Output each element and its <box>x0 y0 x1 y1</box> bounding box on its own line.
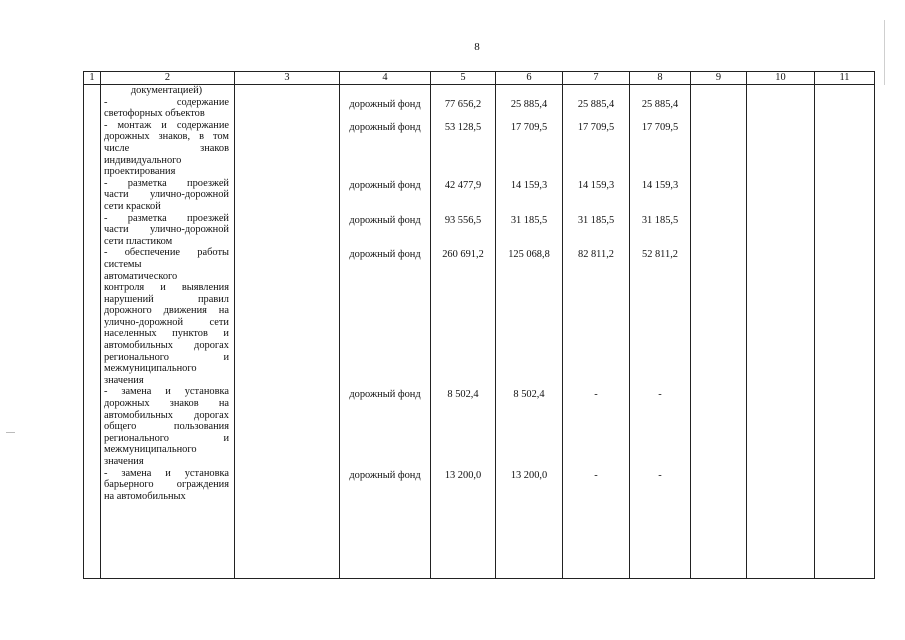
description-line: автомобильных дорогах <box>104 340 229 352</box>
col-header-5: 5 <box>431 72 496 85</box>
description-line: нарушений правил <box>104 293 229 305</box>
description-line: улично-дорожной сети <box>104 316 229 328</box>
source-text: дорожный фонд <box>349 214 421 226</box>
description-line: - содержание <box>104 96 229 108</box>
source-text: дорожный фонд <box>349 388 421 400</box>
value-col6: 25 885,4 <box>510 98 548 110</box>
value-col7: - <box>594 388 598 400</box>
description-item <box>104 120 229 178</box>
description-line: числе знаков <box>104 142 229 154</box>
col-header-10: 10 <box>747 72 815 85</box>
value-col8: 17 709,5 <box>641 121 679 133</box>
col7-cell <box>563 85 630 579</box>
description-cell <box>101 85 235 579</box>
description-item <box>104 247 229 386</box>
source-text: дорожный фонд <box>349 469 421 481</box>
col6-cell <box>496 85 563 579</box>
col-header-8: 8 <box>630 72 691 85</box>
description-line: - разметка проезжей <box>104 177 229 189</box>
description-item <box>104 213 229 248</box>
description-item <box>104 178 229 213</box>
description-line: значения <box>104 456 144 467</box>
value-col7: 31 185,5 <box>577 214 615 226</box>
table-row <box>84 85 875 579</box>
value-col5: 13 200,0 <box>444 469 482 481</box>
value-col5: 42 477,9 <box>444 179 482 191</box>
description-column <box>101 85 234 502</box>
cell-col3 <box>235 85 340 579</box>
description-line: дорожных знаков на <box>104 398 229 410</box>
value-col6: 17 709,5 <box>510 121 548 133</box>
col5-cell <box>431 85 496 579</box>
description-line: части улично-дорожной <box>104 224 229 236</box>
value-col8: - <box>658 469 662 481</box>
col-header-4: 4 <box>340 72 431 85</box>
value-col7: 82 811,2 <box>578 249 614 261</box>
value-col5: 77 656,2 <box>444 98 482 110</box>
description-item <box>104 386 229 467</box>
value-col6: 14 159,3 <box>510 179 548 191</box>
source-text: дорожный фонд <box>349 179 421 191</box>
value-col8: 52 811,2 <box>642 249 678 261</box>
description-line: системы <box>104 258 142 270</box>
value-col7: - <box>594 469 598 481</box>
description-line: дорожного движения на <box>104 305 229 317</box>
cell-col10 <box>747 85 815 579</box>
cell-col11 <box>815 85 875 579</box>
column-number-row <box>84 72 875 85</box>
description-line: индивидуального <box>104 154 182 166</box>
value-col5: 53 128,5 <box>444 121 482 133</box>
source-cell <box>340 85 431 579</box>
budget-table <box>83 71 875 579</box>
description-line: - замена и установка <box>104 386 229 398</box>
source-text: дорожный фонд <box>349 121 421 133</box>
cell-col9 <box>691 85 747 579</box>
value-col7: 17 709,5 <box>577 121 615 133</box>
value-col6: 31 185,5 <box>510 214 548 226</box>
value-col5: 260 691,2 <box>442 249 484 261</box>
description-line: контроля и выявления <box>104 282 229 294</box>
value-col5: 8 502,4 <box>447 388 479 400</box>
description-line: автоматического <box>104 270 178 282</box>
col-header-6: 6 <box>496 72 563 85</box>
description-line: населенных пунктов и <box>104 328 229 340</box>
cell-col1 <box>84 85 101 579</box>
description-line: межмуниципального <box>104 363 197 375</box>
scan-edge-mark <box>884 20 885 85</box>
description-line: светофорных объектов <box>104 108 205 120</box>
col-header-2: 2 <box>101 72 235 85</box>
col-header-9: 9 <box>691 72 747 85</box>
value-col6: 125 068,8 <box>508 249 550 261</box>
description-line: - разметка проезжей <box>104 212 229 224</box>
description-line: значения <box>104 374 144 386</box>
description-line: - обеспечение работы <box>104 247 229 259</box>
value-col6: 13 200,0 <box>510 469 548 481</box>
description-line: барьерного ограждения <box>104 479 229 491</box>
col-header-1: 1 <box>84 72 101 85</box>
description-line: общего пользования <box>104 421 229 433</box>
value-col6: 8 502,4 <box>513 388 545 400</box>
value-col8: 14 159,3 <box>641 179 679 191</box>
col8-cell <box>630 85 691 579</box>
description-line: сети краской <box>104 200 161 212</box>
col-header-11: 11 <box>815 72 875 85</box>
continuation-text: документацией) <box>130 85 203 96</box>
description-line: автомобильных дорогах <box>104 409 229 421</box>
description-line: дорожных знаков, в том <box>104 131 229 143</box>
value-col8: 31 185,5 <box>641 214 679 226</box>
description-line: - монтаж и содержание <box>104 119 229 131</box>
value-col8: - <box>658 388 662 400</box>
description-line: сети пластиком <box>104 235 173 247</box>
description-item <box>104 97 229 120</box>
description-line: - замена и установка <box>104 467 229 479</box>
description-line: регионального и <box>104 351 229 363</box>
source-text: дорожный фонд <box>349 249 421 261</box>
scan-margin-mark <box>6 432 15 433</box>
source-text: дорожный фонд <box>349 98 421 110</box>
description-line: проектирования <box>104 166 176 178</box>
value-col8: 25 885,4 <box>641 98 679 110</box>
description-line: на автомобильных <box>104 490 186 502</box>
description-line: регионального и <box>104 432 229 444</box>
page-number: 8 <box>474 41 480 53</box>
value-col7: 25 885,4 <box>577 98 615 110</box>
col-header-7: 7 <box>563 72 630 85</box>
col-header-3: 3 <box>235 72 340 85</box>
value-col5: 93 556,5 <box>444 214 482 226</box>
value-col7: 14 159,3 <box>577 179 615 191</box>
description-item <box>104 468 229 503</box>
description-line: части улично-дорожной <box>104 189 229 201</box>
description-line: межмуниципального <box>104 444 197 456</box>
